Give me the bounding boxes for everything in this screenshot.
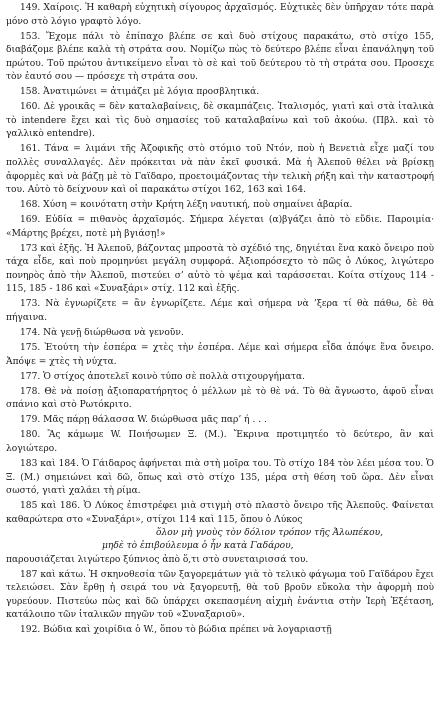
commentary-page	[6, 2, 434, 638]
note-text: Δὲ γροικᾶς = δὲν καταλαβαίνεις, δὲ σκαμπάζεις. Ἰταλισμός, γιατὶ καὶ στὰ ἰταλικὰ τὸ intendere ἔχει καὶ τὶς δυὸ σημασίες τοῦ καταλαβαίνω καὶ τοῦ ἀκούω. (Πβλ. καὶ τὸ γαλλικὸ entendre).	[6, 102, 434, 140]
note-text: Εὐδία = πιθανὸς ἀρχαϊσμός. Σήμερα λέγεται (α)βγάζει ἀπὸ τὸ εὔδιε. Παροιμία· «Μάρτης βρέχει, ποτὲ μὴ βγιάσῃ!»	[6, 215, 434, 239]
note-185-186	[6, 500, 434, 527]
note-text: Χύση = κοινότατη στὴν Κρήτη λέξη ναυτική, ποὺ σημαίνει ἀβαρία.	[43, 200, 353, 211]
note-text: Θὲ νὰ ποίσῃ ἀξιοπαρατήρητος ὁ μέλλων μὲ τὸ θὲ νά. Τὸ θὰ ἄγνωστο, ἀφοῦ εἶναι σπάνιο καὶ στὸ Ρωτόκριτο.	[6, 386, 434, 411]
note-number: 177.	[20, 371, 41, 382]
note-192	[6, 624, 434, 638]
note-173	[6, 298, 434, 325]
note-179	[6, 414, 434, 428]
note-number: 149.	[20, 3, 41, 13]
note-text: Ὁ στίχος ἀποτελεῖ κοινὸ τύπο σὲ πολλὰ στιχουργήματα.	[43, 371, 306, 382]
note-text: Νὰ ἐγνωρίζετε = ἂν ἐγνωρίζετε. Λέμε καὶ σήμερα νὰ ’ξερα τί θὰ πάθω, δὲ θὰ πήγαινα.	[6, 299, 434, 324]
note-number: 173.	[20, 299, 41, 310]
note-text: Ἐτούτη τὴν ἑσπέρα = χτὲς τὴν ἑσπέρα. Λέμε καὶ σήμερα εἶδα ἀπόψε ἕνα ὄνειρο. Ἀπόψε = χτὲς τὴ νύχτα.	[6, 343, 434, 367]
note-174	[6, 327, 434, 341]
note-text: Ἀνατιμώνει = ἀτιμάζει μὲ λόγια προσβλητικά.	[43, 87, 260, 98]
note-number: 173	[20, 243, 38, 254]
note-text: Ἔχομε πάλι τὸ ἐπίπαχο βλέπε σε καὶ δυὸ στίχους παρακάτω, στὸ στίχο 155, διαβάζομε βλέπε καλὰ τὴ στράτα σου. Νομίζω πὼς τὸ δεύτερο βλέπε εἶναι ἐπανάληψη τοῦ πρώτου. Τοῦ πρώτου ἀντικείμενο εἶναι τὸ σὲ καὶ τοῦ δεύτερου τὸ τὴ στράτα σου. Προσεχε τὸν ἑαυτό σου — πρόσεχε τὴ στράτα σου.	[6, 31, 434, 83]
note-178	[6, 386, 434, 413]
note-number: 161.	[20, 144, 41, 155]
note-number: 160.	[20, 102, 41, 113]
note-number: 180.	[20, 430, 41, 441]
note-text: καὶ ἑξῆς. Ἡ Ἀλεποῦ, βάζοντας μπροστὰ τὸ σχέδιό της, δηγιέται ἕνα κακὸ ὄνειρο ποὺ τάχα εἶδε, καὶ ποὺ προμηνύει μεγάλη συμφορά. Ἀξιοπρόσεχτο τὸ πῶς ὁ Λύκος, λιγώτερο πονηρὸς ἀπὸ τὴν Ἀλεποῦ, πιστεύει σ’ αὐτὸ τὸ ψέμα καὶ ταράσσεται. Κοίτα στίχους 114 - 115, 185 - 186 καὶ «Συναξάρι» στίχ. 112 καὶ ἑξῆς.	[6, 243, 434, 295]
quoted-verse-line-1: ὅλον μὴ γνοὺς τὸν δόλιον τρόπον τῆς Ἀλωπέκου,	[156, 528, 384, 539]
note-183-184	[6, 458, 434, 499]
quoted-verse-line-2: μηδὲ τὸ ἐπιβούλευμα ὁ ἦν κατὰ Γαδάρου,	[102, 541, 294, 552]
note-169	[6, 214, 434, 241]
note-number: 192.	[20, 625, 41, 636]
note-text: καὶ κάτω. Ἡ σκηνοθεσία τῶν ξαγορεμάτων γιὰ τὸ τελικὸ φάγωμα τοῦ Γαϊδάρου ἔχει τελειώσει. Σὰν ἔρθῃ ἡ σειρά του νὰ ξαγορευτῇ, θὰ τοῦ βροῦν εὔκολα τὴν ἀφορμὴ ποὺ γυρεύουν. Πιστεύω πὼς καὶ δῶ ὑπάρχει σκεπασμένη αἰχμὴ ἐνάντια στὴν Ἱερὴ Ἐξέταση, κατάλοιπο τῶν ἰταλικῶν πηγῶν τοῦ «Συναξαριοῦ».	[6, 569, 434, 621]
note-161	[6, 143, 434, 197]
note-text: Τάνα = λιμάνι τῆς Ἀζοφικῆς στὸ στόμιο τοῦ Ντόν, ποὺ ἡ Βενετιὰ εἶχε μαζί του πολλὲς συναλλαγές. Δὲν πρόκειται νὰ πὰν ἐκεῖ φυσικά. Μὰ ἡ Ἀλεποῦ θέλει νὰ βρίσκῃ ἀφορμὲς καὶ νὰ βάζῃ μὲ τὸ Γαϊδαρο, προετοιμάζοντας τὴν τελικὴ ρήξη καὶ τὴν καταστροφή του. Αὐτὸ τὸ δείχνουν καὶ οἱ παρακάτω στίχοι 162, 163 καὶ 164.	[6, 144, 434, 196]
note-number: 175.	[20, 343, 41, 354]
note-number: 178.	[20, 386, 41, 397]
note-number: 174.	[20, 328, 41, 339]
note-160	[6, 101, 434, 142]
note-177	[6, 371, 434, 385]
note-number: 179.	[20, 415, 41, 426]
note-number: 153.	[20, 31, 41, 42]
note-text: Ὁ Λύκος ἐπιστρέφει μιὰ στιγμὴ στὸ πλαστὸ ὄνειρο τῆς Ἀλεποῦς. Φαίνεται καθαρώτερα στο «Συναξάρι», στίχοι 114 καὶ 115, ὅπου ὁ Λύκος	[6, 501, 434, 525]
note-text: Ἂς κάμωμε W. Ποιήσωμεν Ξ. (Μ.). Ἔκρινα προτιμητέο τὸ δεύτερο, ἂν καὶ λογιώτερο.	[6, 430, 434, 454]
note-number: 185 καὶ 186.	[20, 501, 81, 512]
note-158	[6, 86, 434, 100]
note-number: 169.	[20, 215, 41, 226]
note-number: 183 καὶ 184.	[20, 459, 79, 469]
note-149	[6, 2, 434, 29]
note-text: Νὰ γενῇ διώρθωσα νὰ γενοῦν.	[43, 328, 184, 339]
note-number: 158.	[20, 87, 41, 98]
note-153	[6, 31, 434, 85]
note-text: Βώδια καὶ χοιρίδια ὁ W., ὅπου τὸ βώδια πρέπει νὰ λογαριαστῇ	[43, 625, 332, 636]
note-180	[6, 429, 434, 456]
note-173-range	[6, 243, 434, 297]
note-number: 168.	[20, 200, 41, 211]
note-text: Ὁ Γάιδαρος ἀφήνεται πιὰ στὴ μοῖρα του. Τὸ στίχο 184 τὸν λέει μέσα του. Ὁ Ξ. (Μ.) σημειώνει καὶ δῶ, ὅπως καὶ στὸ στίχο 135, μέρα στὴ θέση τοῦ ὥρα. Δὲν εἶναι σωστό, γιατὶ χαλάει τὴ ρίμα.	[6, 459, 434, 497]
verse-continuation: παρουσιάζεται λιγώτερο ξύπνιος ἀπὸ ὅ,τι στὸ συνεταιρισσά του.	[6, 554, 309, 565]
note-168	[6, 199, 434, 213]
note-number: 187	[20, 569, 38, 580]
note-187	[6, 569, 434, 623]
note-175	[6, 342, 434, 369]
note-text: Χαίροις. Ἡ καθαρὴ εὐχητικὴ σίγουρος ἀρχαϊσμός. Εὐχτικὲς δὲν ὑπῆρχαν τότε παρὰ μόνο στὸ λόγιο γραφτὸ λόγο.	[6, 3, 434, 27]
note-text: Μᾶς πάρῃ θάλασσα W. διώρθωσα μᾶς παρ’ ή . . .	[43, 415, 267, 426]
